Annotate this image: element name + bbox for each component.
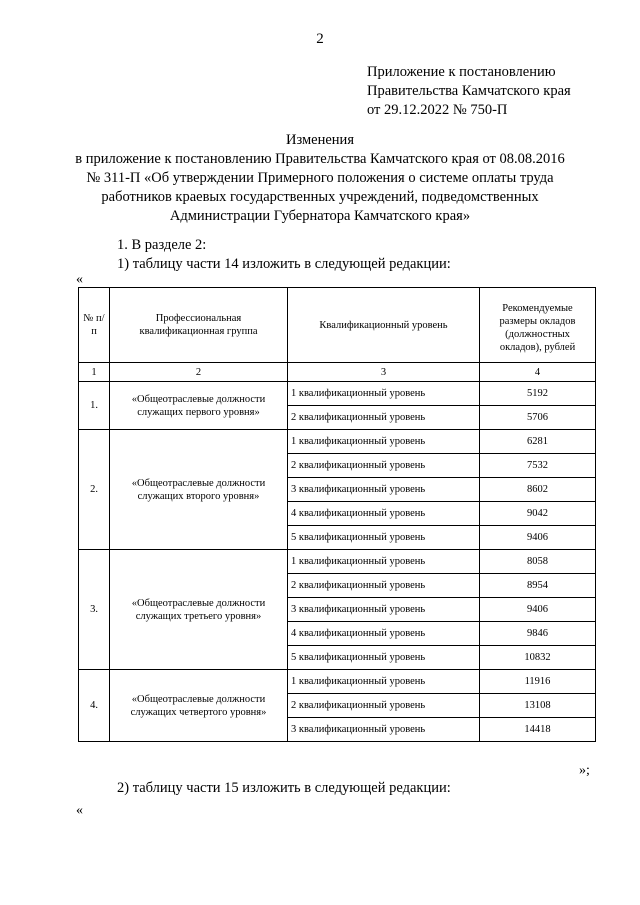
salary-value: 9042 <box>480 502 596 526</box>
approval-block <box>367 63 571 120</box>
group-name: «Общеотраслевые должности служащих третьего уровня» <box>110 550 288 670</box>
header-group: Профессиональная квалификационная группа <box>110 288 288 363</box>
header-salary: Рекомендуемые размеры окладов (должностных окладов), рублей <box>480 288 596 363</box>
salary-value: 7532 <box>480 454 596 478</box>
column-number-row <box>79 363 596 382</box>
salary-value: 14418 <box>480 718 596 742</box>
qualification-level: 5 квалификационный уровень <box>288 526 480 550</box>
title-line-1: Изменения <box>286 132 354 148</box>
salary-value: 10832 <box>480 646 596 670</box>
qualification-level: 2 квалификационный уровень <box>288 574 480 598</box>
group-name: «Общеотраслевые должности служащих четвертого уровня» <box>110 670 288 742</box>
group-name: «Общеотраслевые должности служащих второго уровня» <box>110 430 288 550</box>
qualification-level: 1 квалификационный уровень <box>288 382 480 406</box>
qualification-level: 4 квалификационный уровень <box>288 622 480 646</box>
table-row <box>79 430 596 454</box>
salary-value: 8058 <box>480 550 596 574</box>
salary-value: 9846 <box>480 622 596 646</box>
qualification-level: 5 квалификационный уровень <box>288 646 480 670</box>
salary-value: 9406 <box>480 598 596 622</box>
item-2-text: 2) таблицу части 15 изложить в следующей редакции: <box>117 780 451 796</box>
approval-line-1: Приложение к постановлению <box>367 64 556 80</box>
header-no: № п/п <box>79 288 110 363</box>
group-number: 2. <box>79 430 110 550</box>
title-line-4: работников краевых государственных учреждений, подведомственных <box>101 189 539 205</box>
qualification-level: 2 квалификационный уровень <box>288 454 480 478</box>
approval-line-3: от 29.12.2022 № 750-П <box>367 102 508 118</box>
salary-value: 8954 <box>480 574 596 598</box>
col-number-3: 3 <box>288 363 480 382</box>
qualification-level: 1 квалификационный уровень <box>288 550 480 574</box>
title-line-5: Администрации Губернатора Камчатского края» <box>169 208 471 224</box>
salary-value: 11916 <box>480 670 596 694</box>
col-number-1: 1 <box>79 363 110 382</box>
group-number: 1. <box>79 382 110 430</box>
group-name: «Общеотраслевые должности служащих первого уровня» <box>110 382 288 430</box>
salary-value: 5192 <box>480 382 596 406</box>
salary-value: 6281 <box>480 430 596 454</box>
qualification-level: 3 квалификационный уровень <box>288 598 480 622</box>
salary-value: 13108 <box>480 694 596 718</box>
salary-value: 5706 <box>480 406 596 430</box>
qualification-level: 2 квалификационный уровень <box>288 694 480 718</box>
qualification-level: 1 квалификационный уровень <box>288 670 480 694</box>
qualification-level: 3 квалификационный уровень <box>288 718 480 742</box>
col-number-4: 4 <box>480 363 596 382</box>
col-number-2: 2 <box>110 363 288 382</box>
item-1-text: 1) таблицу части 14 изложить в следующей редакции: <box>117 256 451 272</box>
page-number: 2 <box>316 31 324 47</box>
table-row <box>79 670 596 694</box>
table-row <box>79 382 596 406</box>
title-line-2: в приложение к постановлению Правительства Камчатского края от 08.08.2016 <box>75 151 565 167</box>
close-quote: »; <box>579 763 590 778</box>
table-row <box>79 550 596 574</box>
approval-line-2: Правительства Камчатского края <box>367 83 571 99</box>
salary-value: 9406 <box>480 526 596 550</box>
title-line-3: № 311-П «Об утверждении Примерного положения о системе оплаты труда <box>86 170 554 186</box>
group-number: 3. <box>79 550 110 670</box>
header-level: Квалификационный уровень <box>288 288 480 363</box>
salary-value: 8602 <box>480 478 596 502</box>
table-header-row <box>79 288 596 363</box>
qualification-level: 3 квалификационный уровень <box>288 478 480 502</box>
group-number: 4. <box>79 670 110 742</box>
document-title <box>40 131 600 226</box>
open-quote-2: « <box>76 803 83 818</box>
qualification-level: 4 квалификационный уровень <box>288 502 480 526</box>
open-quote-1: « <box>76 272 83 287</box>
qualification-level: 1 квалификационный уровень <box>288 430 480 454</box>
salary-table <box>78 287 596 742</box>
section-intro: 1. В разделе 2: <box>117 237 207 253</box>
qualification-level: 2 квалификационный уровень <box>288 406 480 430</box>
